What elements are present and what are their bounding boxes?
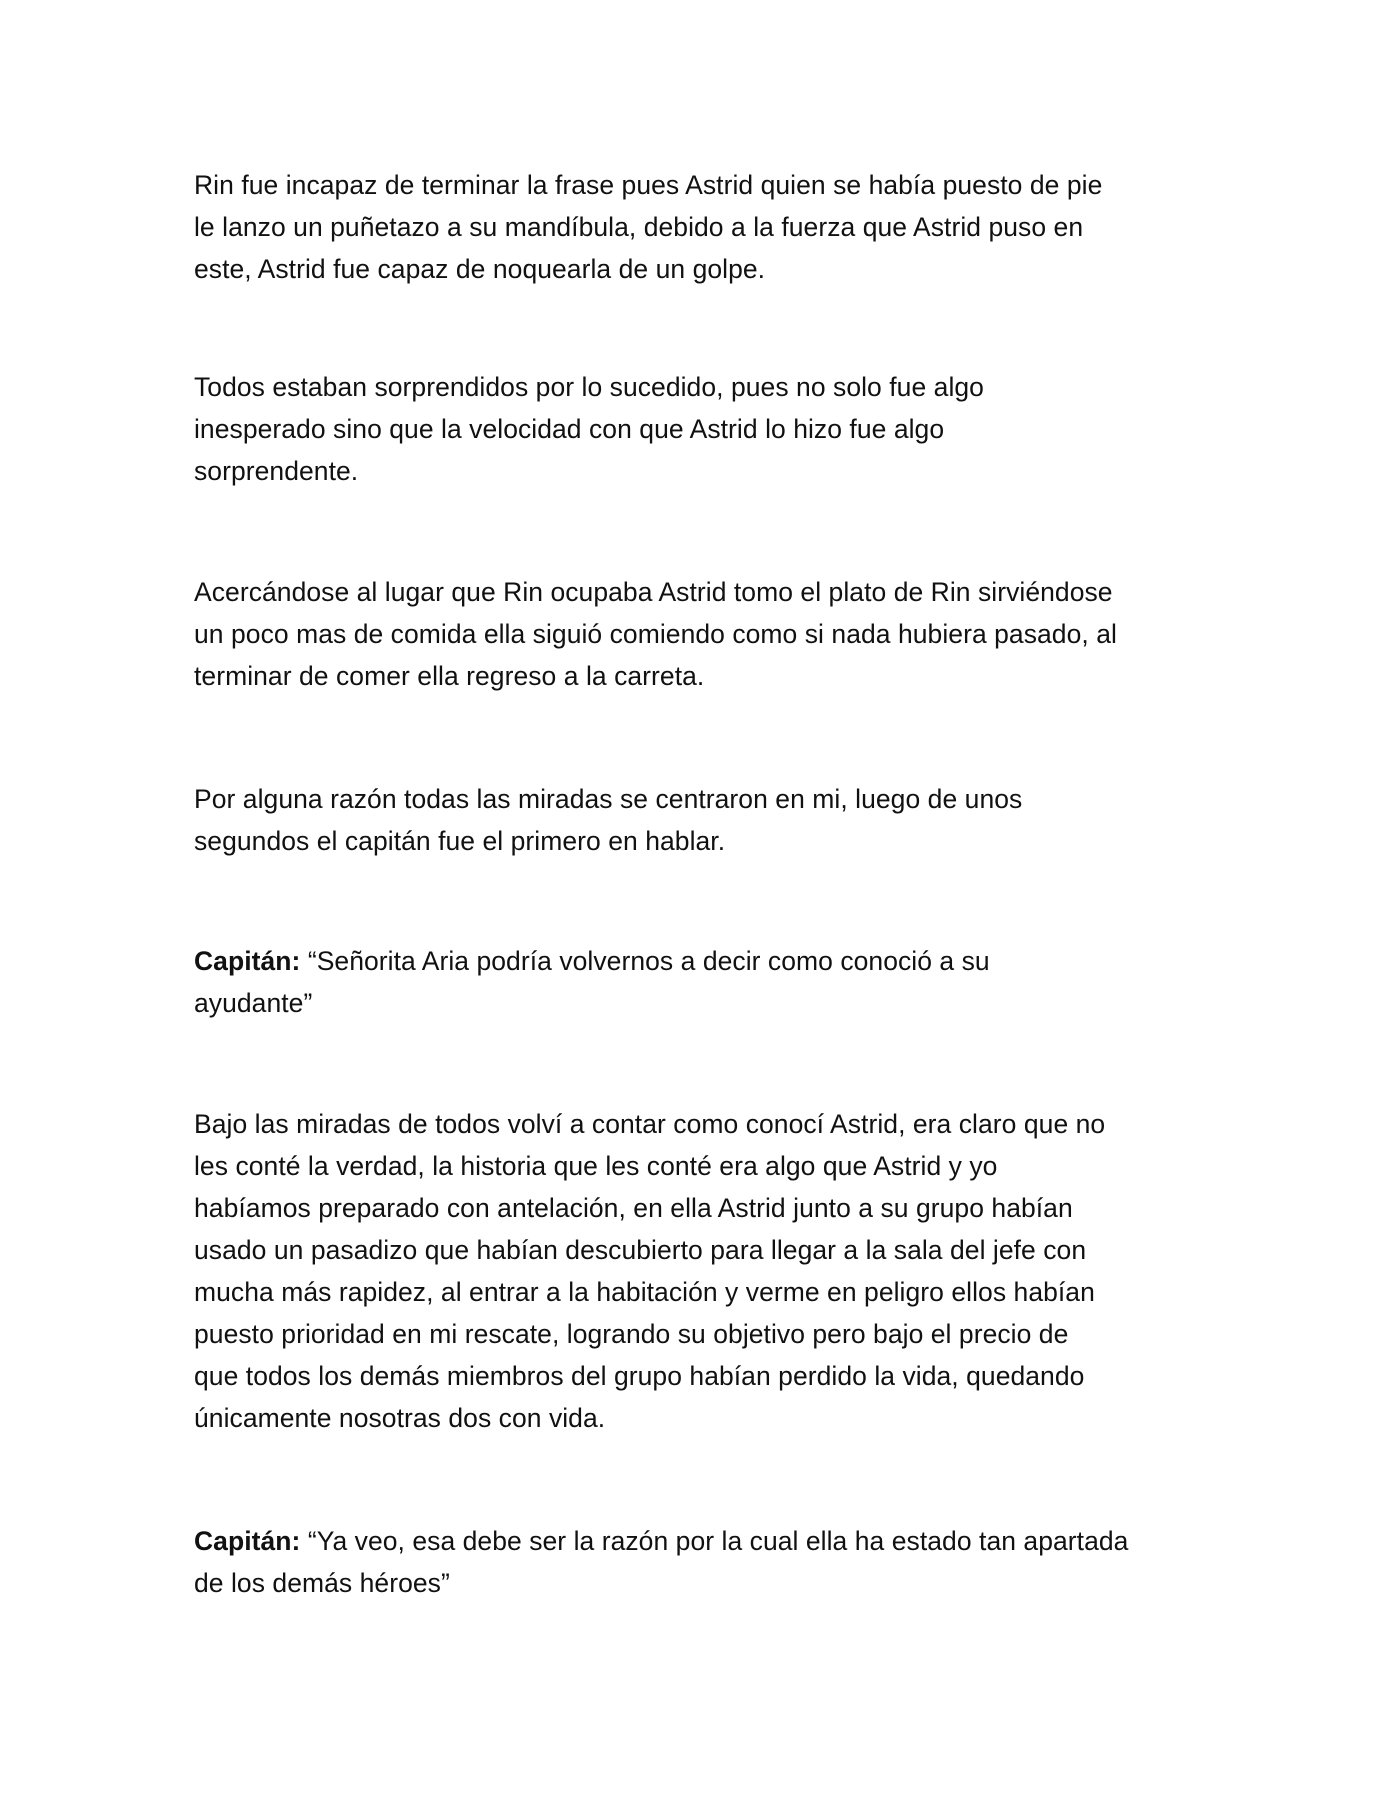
text-line: Por alguna razón todas las miradas se centraron en mi, luego de unos: [194, 784, 1023, 814]
text-line: Acercándose al lugar que Rin ocupaba Astrid tomo el plato de Rin sirviéndose: [194, 577, 1113, 607]
text-line: le lanzo un puñetazo a su mandíbula, debido a la fuerza que Astrid puso en: [194, 212, 1084, 242]
text-line: Todos estaban sorprendidos por lo sucedido, pues no solo fue algo: [194, 372, 984, 402]
dialogue-text: “Señorita Aria podría volvernos a decir como conoció a su: [300, 946, 990, 976]
text-line: un poco mas de comida ella siguió comiendo como si nada hubiera pasado, al: [194, 619, 1117, 649]
paragraph-all-eyes: [194, 778, 1234, 862]
text-line: terminar de comer ella regreso a la carreta.: [194, 661, 705, 691]
dialogue-text: ayudante”: [194, 988, 313, 1018]
text-line: inesperado sino que la velocidad con que Astrid lo hizo fue algo: [194, 414, 945, 444]
dialogue-text: “Ya veo, esa debe ser la razón por la cual ella ha estado tan apartada: [300, 1526, 1129, 1556]
paragraph-everyone-surprised: [194, 366, 1234, 492]
text-line: únicamente nosotras dos con vida.: [194, 1403, 606, 1433]
text-line: mucha más rapidez, al entrar a la habitación y verme en peligro ellos habían: [194, 1277, 1095, 1307]
text-line: puesto prioridad en mi rescate, logrando su objetivo pero bajo el precio de: [194, 1319, 1069, 1349]
text-line: que todos los demás miembros del grupo habían perdido la vida, quedando: [194, 1361, 1085, 1391]
speaker-label: Capitán:: [194, 1526, 301, 1556]
text-line: sorprendente.: [194, 456, 359, 486]
text-line: este, Astrid fue capaz de noquearla de un golpe.: [194, 254, 766, 284]
paragraph-retold-story: [194, 1103, 1234, 1439]
text-line: habíamos preparado con antelación, en ella Astrid junto a su grupo habían: [194, 1193, 1073, 1223]
dialogue-captain-question: [194, 940, 1234, 1024]
paragraph-rin-knockout: [194, 164, 1234, 290]
speaker-label: Capitán:: [194, 946, 301, 976]
dialogue-text: de los demás héroes”: [194, 1568, 450, 1598]
dialogue-captain-reply: [194, 1520, 1234, 1604]
paragraph-astrid-eats: [194, 571, 1234, 697]
text-line: usado un pasadizo que habían descubierto para llegar a la sala del jefe con: [194, 1235, 1087, 1265]
text-line: Rin fue incapaz de terminar la frase pues Astrid quien se había puesto de pie: [194, 170, 1103, 200]
text-line: segundos el capitán fue el primero en hablar.: [194, 826, 726, 856]
text-line: les conté la verdad, la historia que les conté era algo que Astrid y yo: [194, 1151, 998, 1181]
text-line: Bajo las miradas de todos volví a contar como conocí Astrid, era claro que no: [194, 1109, 1106, 1139]
